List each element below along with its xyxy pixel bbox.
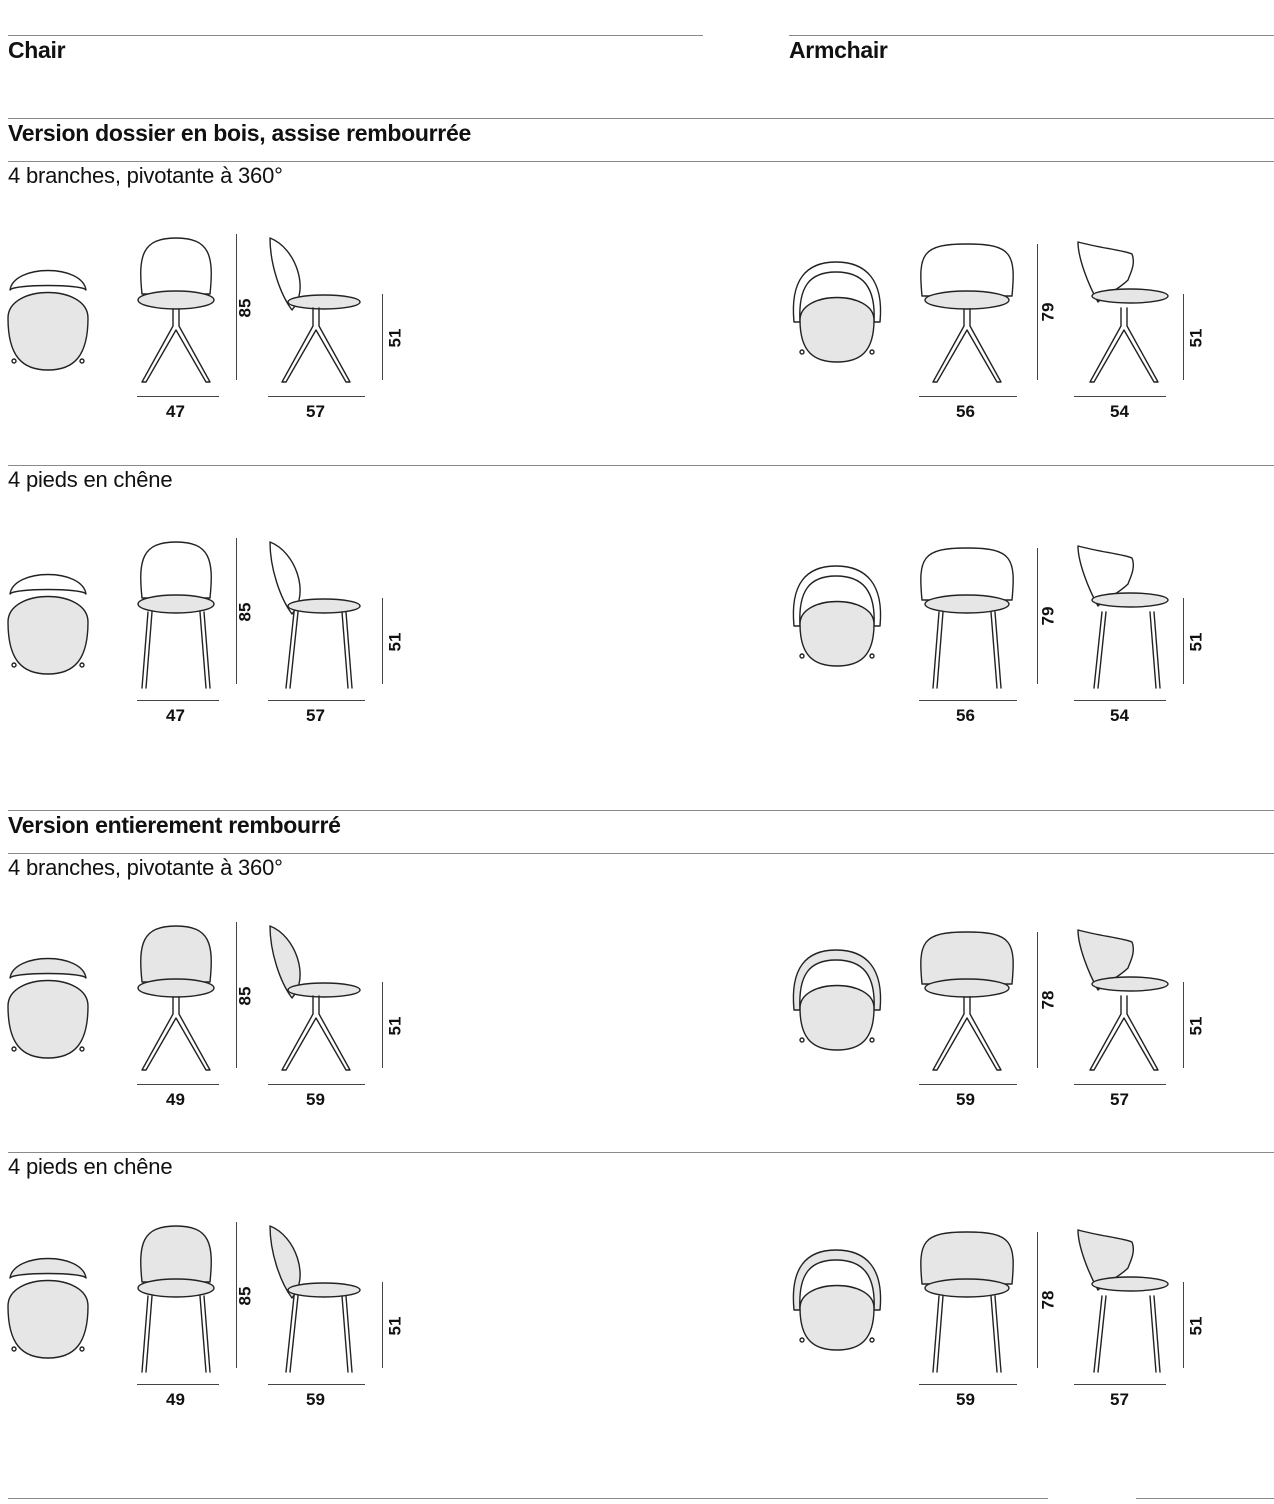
depth-dimension: 57	[306, 706, 325, 725]
chair-side-view	[266, 1222, 376, 1374]
armchair-front-view	[918, 922, 1018, 1074]
depth-dimension: 59	[306, 1390, 325, 1409]
dimension-line	[919, 700, 1017, 701]
dimension-line	[382, 598, 383, 684]
dimension-line	[1074, 1384, 1166, 1385]
height-dimension: 85	[235, 602, 255, 622]
width-dimension: 56	[956, 402, 975, 421]
chair-front-view	[136, 234, 218, 386]
height-dimension: 85	[235, 1286, 255, 1306]
height-dimension: 79	[1038, 606, 1058, 626]
height-dimension: 78	[1038, 990, 1058, 1010]
divider	[8, 1152, 1274, 1153]
armchair-side-view	[1070, 538, 1178, 690]
divider	[8, 161, 1274, 162]
dimension-line	[137, 1384, 219, 1385]
dimension-line	[1074, 1084, 1166, 1085]
dimension-line	[1183, 598, 1184, 684]
dimension-line	[382, 1282, 383, 1368]
divider	[8, 1498, 1048, 1499]
base-type-label: 4 branches, pivotante à 360°	[8, 163, 283, 188]
armchair-front-view	[918, 1222, 1018, 1374]
dimension-line	[268, 1084, 365, 1085]
seat-height-dimension: 51	[385, 1016, 405, 1036]
width-dimension: 59	[956, 1390, 975, 1409]
armchair-top-view	[786, 938, 890, 1062]
armchair-column-title: Armchair	[789, 37, 888, 63]
dimension-line	[919, 1084, 1017, 1085]
width-dimension: 59	[956, 1090, 975, 1109]
dimension-line	[1074, 396, 1166, 397]
width-dimension: 49	[166, 1090, 185, 1109]
chair-side-view	[266, 922, 376, 1074]
seat-height-dimension: 51	[1186, 328, 1206, 348]
depth-dimension: 57	[306, 402, 325, 421]
dimension-line	[919, 396, 1017, 397]
armchair-top-view	[786, 554, 890, 678]
height-dimension: 85	[235, 298, 255, 318]
depth-dimension: 54	[1110, 706, 1129, 725]
chair-front-view	[136, 922, 218, 1074]
seat-height-dimension: 51	[1186, 1316, 1206, 1336]
dimension-line	[382, 294, 383, 380]
width-dimension: 49	[166, 1390, 185, 1409]
armchair-top-view	[786, 1238, 890, 1362]
dimension-line	[268, 1384, 365, 1385]
chair-front-view	[136, 538, 218, 690]
depth-dimension: 57	[1110, 1090, 1129, 1109]
dimension-line	[1183, 294, 1184, 380]
depth-dimension: 59	[306, 1090, 325, 1109]
dimension-line	[137, 1084, 219, 1085]
dimension-line	[919, 1384, 1017, 1385]
depth-dimension: 57	[1110, 1390, 1129, 1409]
section-title: Version dossier en bois, assise rembourrée	[8, 120, 471, 146]
width-dimension: 56	[956, 706, 975, 725]
chair-top-view	[4, 944, 94, 1064]
dimension-line	[1183, 982, 1184, 1068]
height-dimension: 78	[1038, 1290, 1058, 1310]
dimension-line	[268, 700, 365, 701]
divider	[8, 35, 703, 36]
chair-top-view	[4, 560, 94, 680]
chair-top-view	[4, 256, 94, 376]
dimension-line	[382, 982, 383, 1068]
armchair-side-view	[1070, 234, 1178, 386]
armchair-front-view	[918, 234, 1018, 386]
divider	[8, 465, 1274, 466]
chair-side-view	[266, 234, 376, 386]
chair-column-title: Chair	[8, 37, 66, 63]
base-type-label: 4 pieds en chêne	[8, 1154, 173, 1179]
armchair-side-view	[1070, 922, 1178, 1074]
width-dimension: 47	[166, 706, 185, 725]
seat-height-dimension: 51	[385, 328, 405, 348]
base-type-label: 4 pieds en chêne	[8, 467, 173, 492]
chair-top-view	[4, 1244, 94, 1364]
dimension-line	[1074, 700, 1166, 701]
dimension-line	[137, 700, 219, 701]
depth-dimension: 54	[1110, 402, 1129, 421]
base-type-label: 4 branches, pivotante à 360°	[8, 855, 283, 880]
armchair-side-view	[1070, 1222, 1178, 1374]
armchair-front-view	[918, 538, 1018, 690]
chair-front-view	[136, 1222, 218, 1374]
armchair-top-view	[786, 250, 890, 374]
divider	[8, 853, 1274, 854]
seat-height-dimension: 51	[385, 1316, 405, 1336]
divider	[1136, 1498, 1274, 1499]
seat-height-dimension: 51	[1186, 1016, 1206, 1036]
seat-height-dimension: 51	[385, 632, 405, 652]
dimension-line	[1183, 1282, 1184, 1368]
section-title: Version entierement rembourré	[8, 812, 341, 838]
dimension-line	[137, 396, 219, 397]
height-dimension: 79	[1038, 302, 1058, 322]
chair-side-view	[266, 538, 376, 690]
height-dimension: 85	[235, 986, 255, 1006]
width-dimension: 47	[166, 402, 185, 421]
dimension-line	[268, 396, 365, 397]
seat-height-dimension: 51	[1186, 632, 1206, 652]
